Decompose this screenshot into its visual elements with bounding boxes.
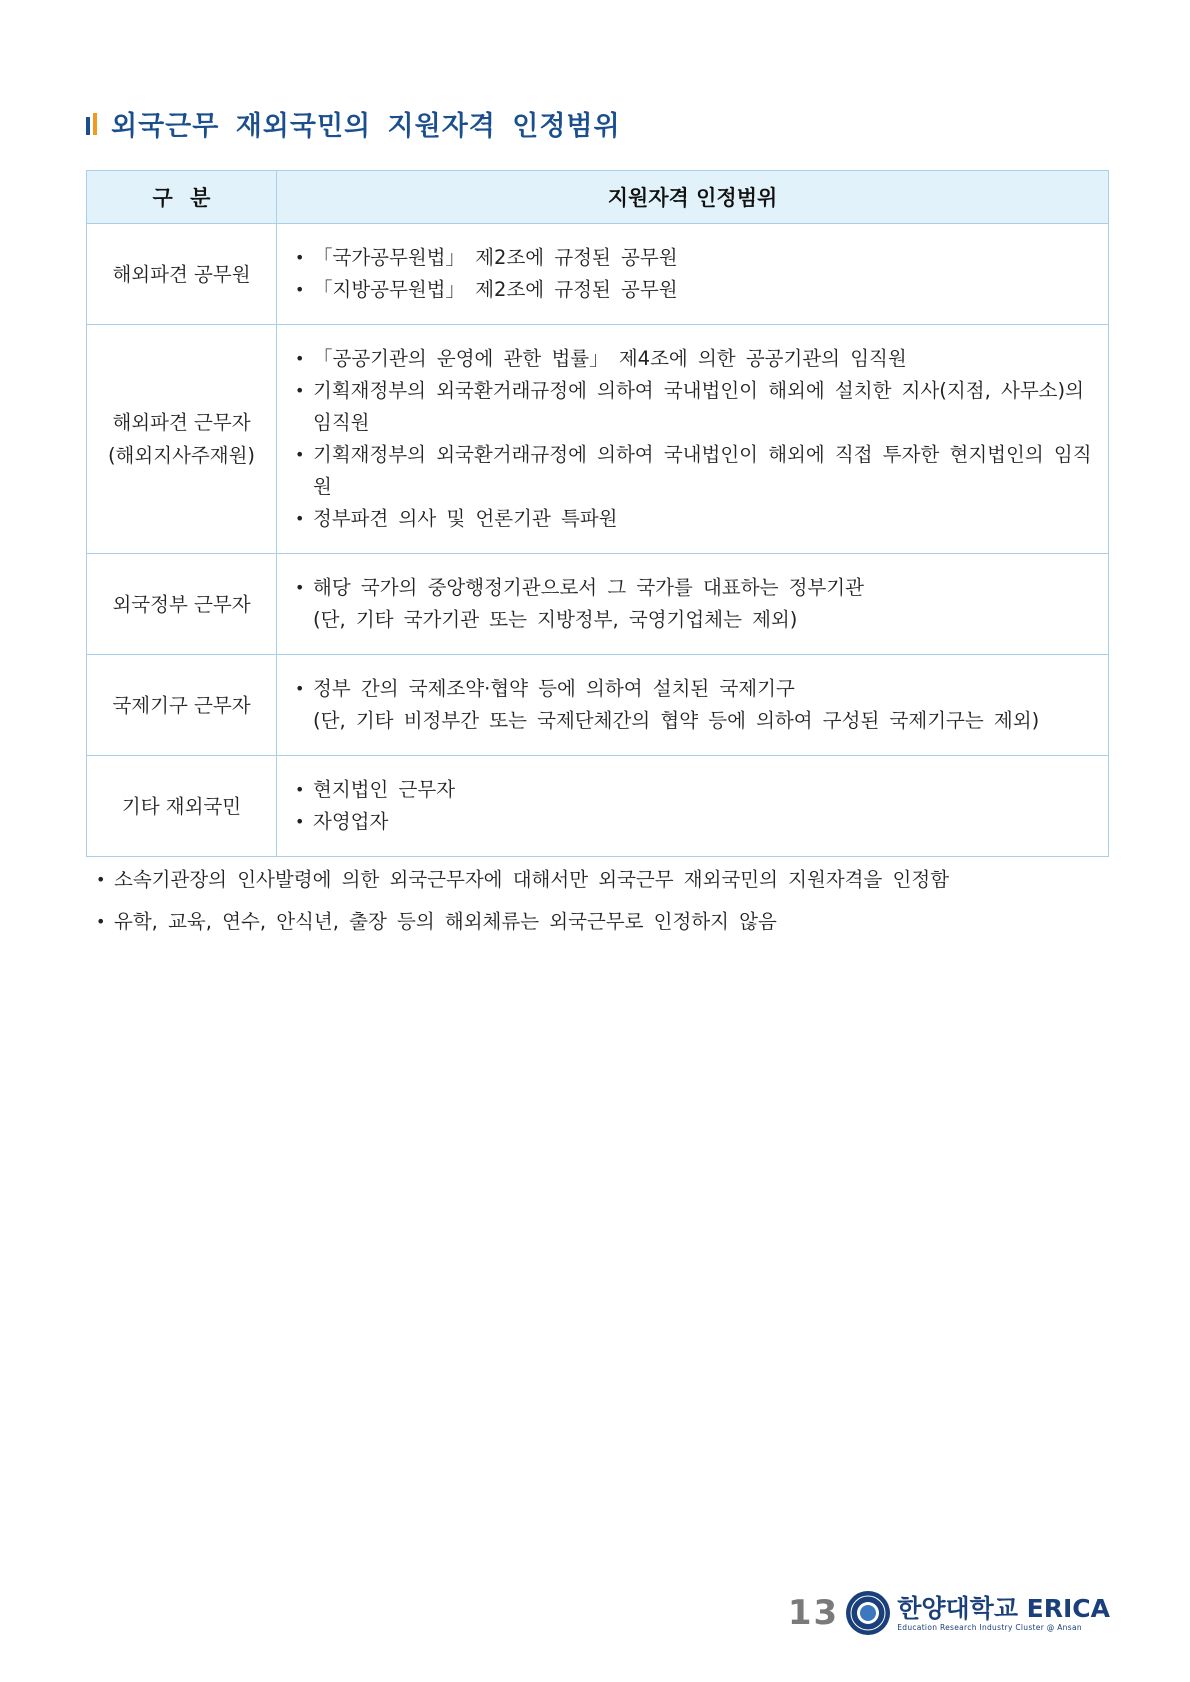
row-note: (단, 기타 비정부간 또는 국제단체간의 협약 등에 의하여 구성된 국제기구는 제외) bbox=[313, 709, 1040, 732]
list-item: • 기획재정부의 외국환거래규정에 의하여 국내법인이 해외에 직접 투자한 현지법인의 임직원 bbox=[291, 439, 1096, 503]
list-item: • 기획재정부의 외국환거래규정에 의하여 국내법인이 해외에 설치한 지사(지점, 사무소)의 임직원 bbox=[291, 375, 1096, 439]
table-header-row bbox=[87, 171, 1109, 224]
university-logo bbox=[897, 1595, 1110, 1632]
footnotes bbox=[92, 859, 949, 943]
list-item: • 「공공기관의 운영에 관한 법률」 제4조에 의한 공공기관의 임직원 bbox=[291, 343, 1096, 375]
list-item: • 현지법인 근무자 bbox=[291, 774, 1096, 806]
university-seal-icon bbox=[845, 1590, 891, 1636]
footnote-item: • 소속기관장의 인사발령에 의한 외국근무자에 대해서만 외국근무 재외국민의 지원자격을 인정함 bbox=[92, 859, 949, 901]
header-scope: 지원자격 인정범위 bbox=[277, 171, 1109, 224]
list-item: • 해당 국가의 중앙행정기관으로서 그 국가를 대표하는 정부기관 bbox=[291, 572, 1096, 604]
table-row bbox=[87, 655, 1109, 756]
row-category: 해외파견 공무원 bbox=[87, 224, 277, 325]
row-description bbox=[277, 554, 1109, 655]
row-note: (단, 기타 국가기관 또는 지방정부, 국영기업체는 제외) bbox=[313, 608, 798, 631]
eligibility-table bbox=[86, 170, 1109, 857]
row-category: 해외파견 근무자 (해외지사주재원) bbox=[87, 325, 277, 554]
row-category: 국제기구 근무자 bbox=[87, 655, 277, 756]
brand-name: 한양대학교 ERICA bbox=[897, 1593, 1110, 1623]
row-description bbox=[277, 325, 1109, 554]
row-category: 외국정부 근무자 bbox=[87, 554, 277, 655]
table-row bbox=[87, 554, 1109, 655]
title-bar-icon bbox=[86, 113, 97, 135]
bullet-list bbox=[291, 572, 1096, 604]
list-item: • 정부 간의 국제조약·협약 등에 의하여 설치된 국제기구 bbox=[291, 673, 1096, 705]
bullet-list bbox=[291, 673, 1096, 705]
footnote-item: • 유학, 교육, 연수, 안식년, 출장 등의 해외체류는 외국근무로 인정하지 않음 bbox=[92, 901, 949, 943]
list-item: • 정부파견 의사 및 언론기관 특파원 bbox=[291, 503, 1096, 535]
section-title bbox=[86, 104, 621, 143]
page-title: 외국근무 재외국민의 지원자격 인정범위 bbox=[111, 111, 621, 142]
bullet-list bbox=[291, 242, 1096, 306]
page-footer bbox=[788, 1590, 1110, 1636]
brand-subtitle: Education Research Industry Cluster @ Ansan bbox=[897, 1622, 1082, 1632]
header-category: 구 분 bbox=[87, 171, 277, 224]
table-row bbox=[87, 224, 1109, 325]
list-item: • 「국가공무원법」 제2조에 규정된 공무원 bbox=[291, 242, 1096, 274]
table-row bbox=[87, 756, 1109, 857]
row-description bbox=[277, 655, 1109, 756]
row-description bbox=[277, 224, 1109, 325]
bullet-list bbox=[291, 343, 1096, 535]
row-description bbox=[277, 756, 1109, 857]
table-row bbox=[87, 325, 1109, 554]
list-item: • 자영업자 bbox=[291, 806, 1096, 838]
row-category: 기타 재외국민 bbox=[87, 756, 277, 857]
page-number: 13 bbox=[787, 1593, 840, 1633]
bullet-list bbox=[291, 774, 1096, 838]
list-item: • 「지방공무원법」 제2조에 규정된 공무원 bbox=[291, 274, 1096, 306]
